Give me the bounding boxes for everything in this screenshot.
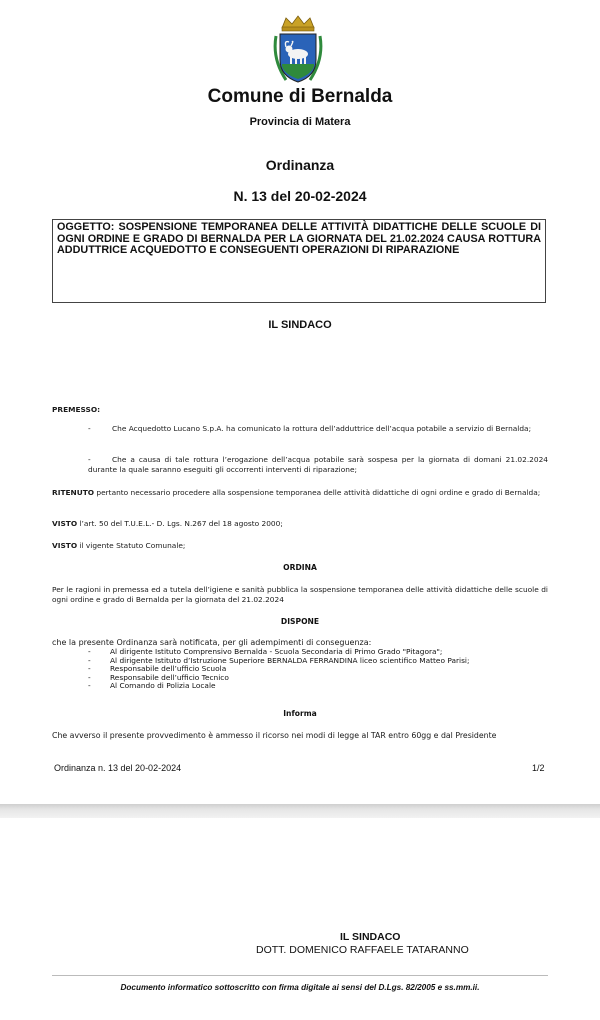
list-item-text: Al dirigente Istituto d’Istruzione Superiore BERNALDA FERRANDINA liceo scientifico Matteo Parisi;	[110, 655, 470, 665]
visto-text: l’art. 50 del T.U.E.L.- D. Lgs. N.267 del 18 agosto 2000;	[77, 519, 283, 528]
subject-text: OGGETTO: SOSPENSIONE TEMPORANEA DELLE ATTIVITÀ DIDATTICHE DELLE SCUOLE DI OGNI ORDINE E GRADO DI BERNALDA PER LA GIORNATA DEL 21.02.2024 CAUSA ROTTURA ADDUTTRICE ACQUEDOTTO E CONSEGUENTI OPERAZIONI DI RIPARAZIONE	[57, 221, 541, 257]
list-bullet: -	[88, 681, 91, 690]
signature-name: DOTT. DOMENICO RAFFAELE TATARANNO	[256, 944, 469, 956]
signature-title: IL SINDACO	[340, 931, 401, 943]
visto-paragraph	[52, 519, 548, 529]
ritenuto-label: RITENUTO	[52, 488, 95, 497]
premesso-bullet: -	[88, 455, 91, 464]
dispone-intro: che la presente Ordinanza sarà notificata, per gli adempimenti di conseguenza:	[52, 638, 372, 647]
premesso-item: Che Acquedotto Lucano S.p.A. ha comunicato la rottura dell’adduttrice dell’acqua potabile a servizio di Bernalda;	[112, 424, 532, 433]
visto-label: VISTO	[52, 541, 78, 550]
list-bullet: -	[88, 672, 91, 682]
comune-title: Comune di Bernalda	[207, 86, 393, 107]
dispone-list	[88, 648, 548, 691]
list-item-text: Responsabile dell’ufficio Scuola	[110, 664, 227, 673]
ordinance-number: N. 13 del 20-02-2024	[233, 188, 367, 204]
premesso-label: PREMESSO:	[52, 405, 101, 414]
visto-paragraph	[52, 541, 548, 551]
premesso-item: Che a causa di tale rottura l’erogazione dell’acqua potabile sarà sospesa per la giornata di domani 21.02.2024 durante la quale saranno eseguiti gli occorrenti interventi di riparazione;	[88, 455, 548, 474]
page-footer-reference: Ordinanza n. 13 del 20-02-2024	[54, 763, 182, 773]
ordina-text: Per le ragioni in premessa ed a tutela dell’igiene e sanità pubblica la sospensione temporanea delle attività didattiche delle scuole di ogni ordine e grado di Bernalda per la giornata del 21.02.2024	[52, 585, 548, 604]
list-item-text: Al dirigente Istituto Comprensivo Bernalda - Scuola Secondaria di Primo Grado "Pitagora";	[110, 647, 443, 656]
subject-box	[52, 219, 546, 303]
document-page-2	[0, 818, 600, 1020]
list-item-text: Al Comando di Polizia Locale	[110, 681, 216, 690]
coat-of-arms-icon	[272, 14, 324, 86]
visto-text: il vigente Statuto Comunale;	[77, 541, 186, 550]
list-item-text: Responsabile dell’ufficio Tecnico	[110, 672, 229, 682]
provincia-subtitle: Provincia di Matera	[249, 116, 351, 128]
dispone-heading: DISPONE	[280, 617, 320, 626]
page-number: 1/2	[532, 763, 545, 773]
visto-label: VISTO	[52, 519, 78, 528]
list-bullet: -	[88, 664, 91, 673]
ritenuto-text: pertanto necessario procedere alla sospensione temporanea delle attività didattiche di ogni ordine e grado di Bernalda;	[94, 488, 541, 497]
list-bullet: -	[88, 655, 91, 665]
premesso-bullet: -	[88, 424, 91, 433]
digital-signature-note: Documento informatico sottoscritto con firma digitale ai sensi del D.Lgs. 82/2005 e ss.mm.ii.	[120, 983, 480, 992]
il-sindaco-heading: IL SINDACO	[268, 319, 332, 331]
document-type-title: Ordinanza	[265, 157, 335, 173]
list-bullet: -	[88, 647, 91, 656]
informa-heading: Informa	[283, 709, 317, 718]
ordina-heading: ORDINA	[283, 563, 317, 572]
ritenuto-paragraph	[52, 488, 548, 498]
divider	[52, 975, 548, 976]
informa-text: Che avverso il presente provvedimento è ammesso il ricorso nei modi di legge al TAR entro 60gg e dal Presidente	[52, 731, 497, 740]
list-item	[88, 682, 548, 691]
page-separator	[0, 804, 600, 818]
